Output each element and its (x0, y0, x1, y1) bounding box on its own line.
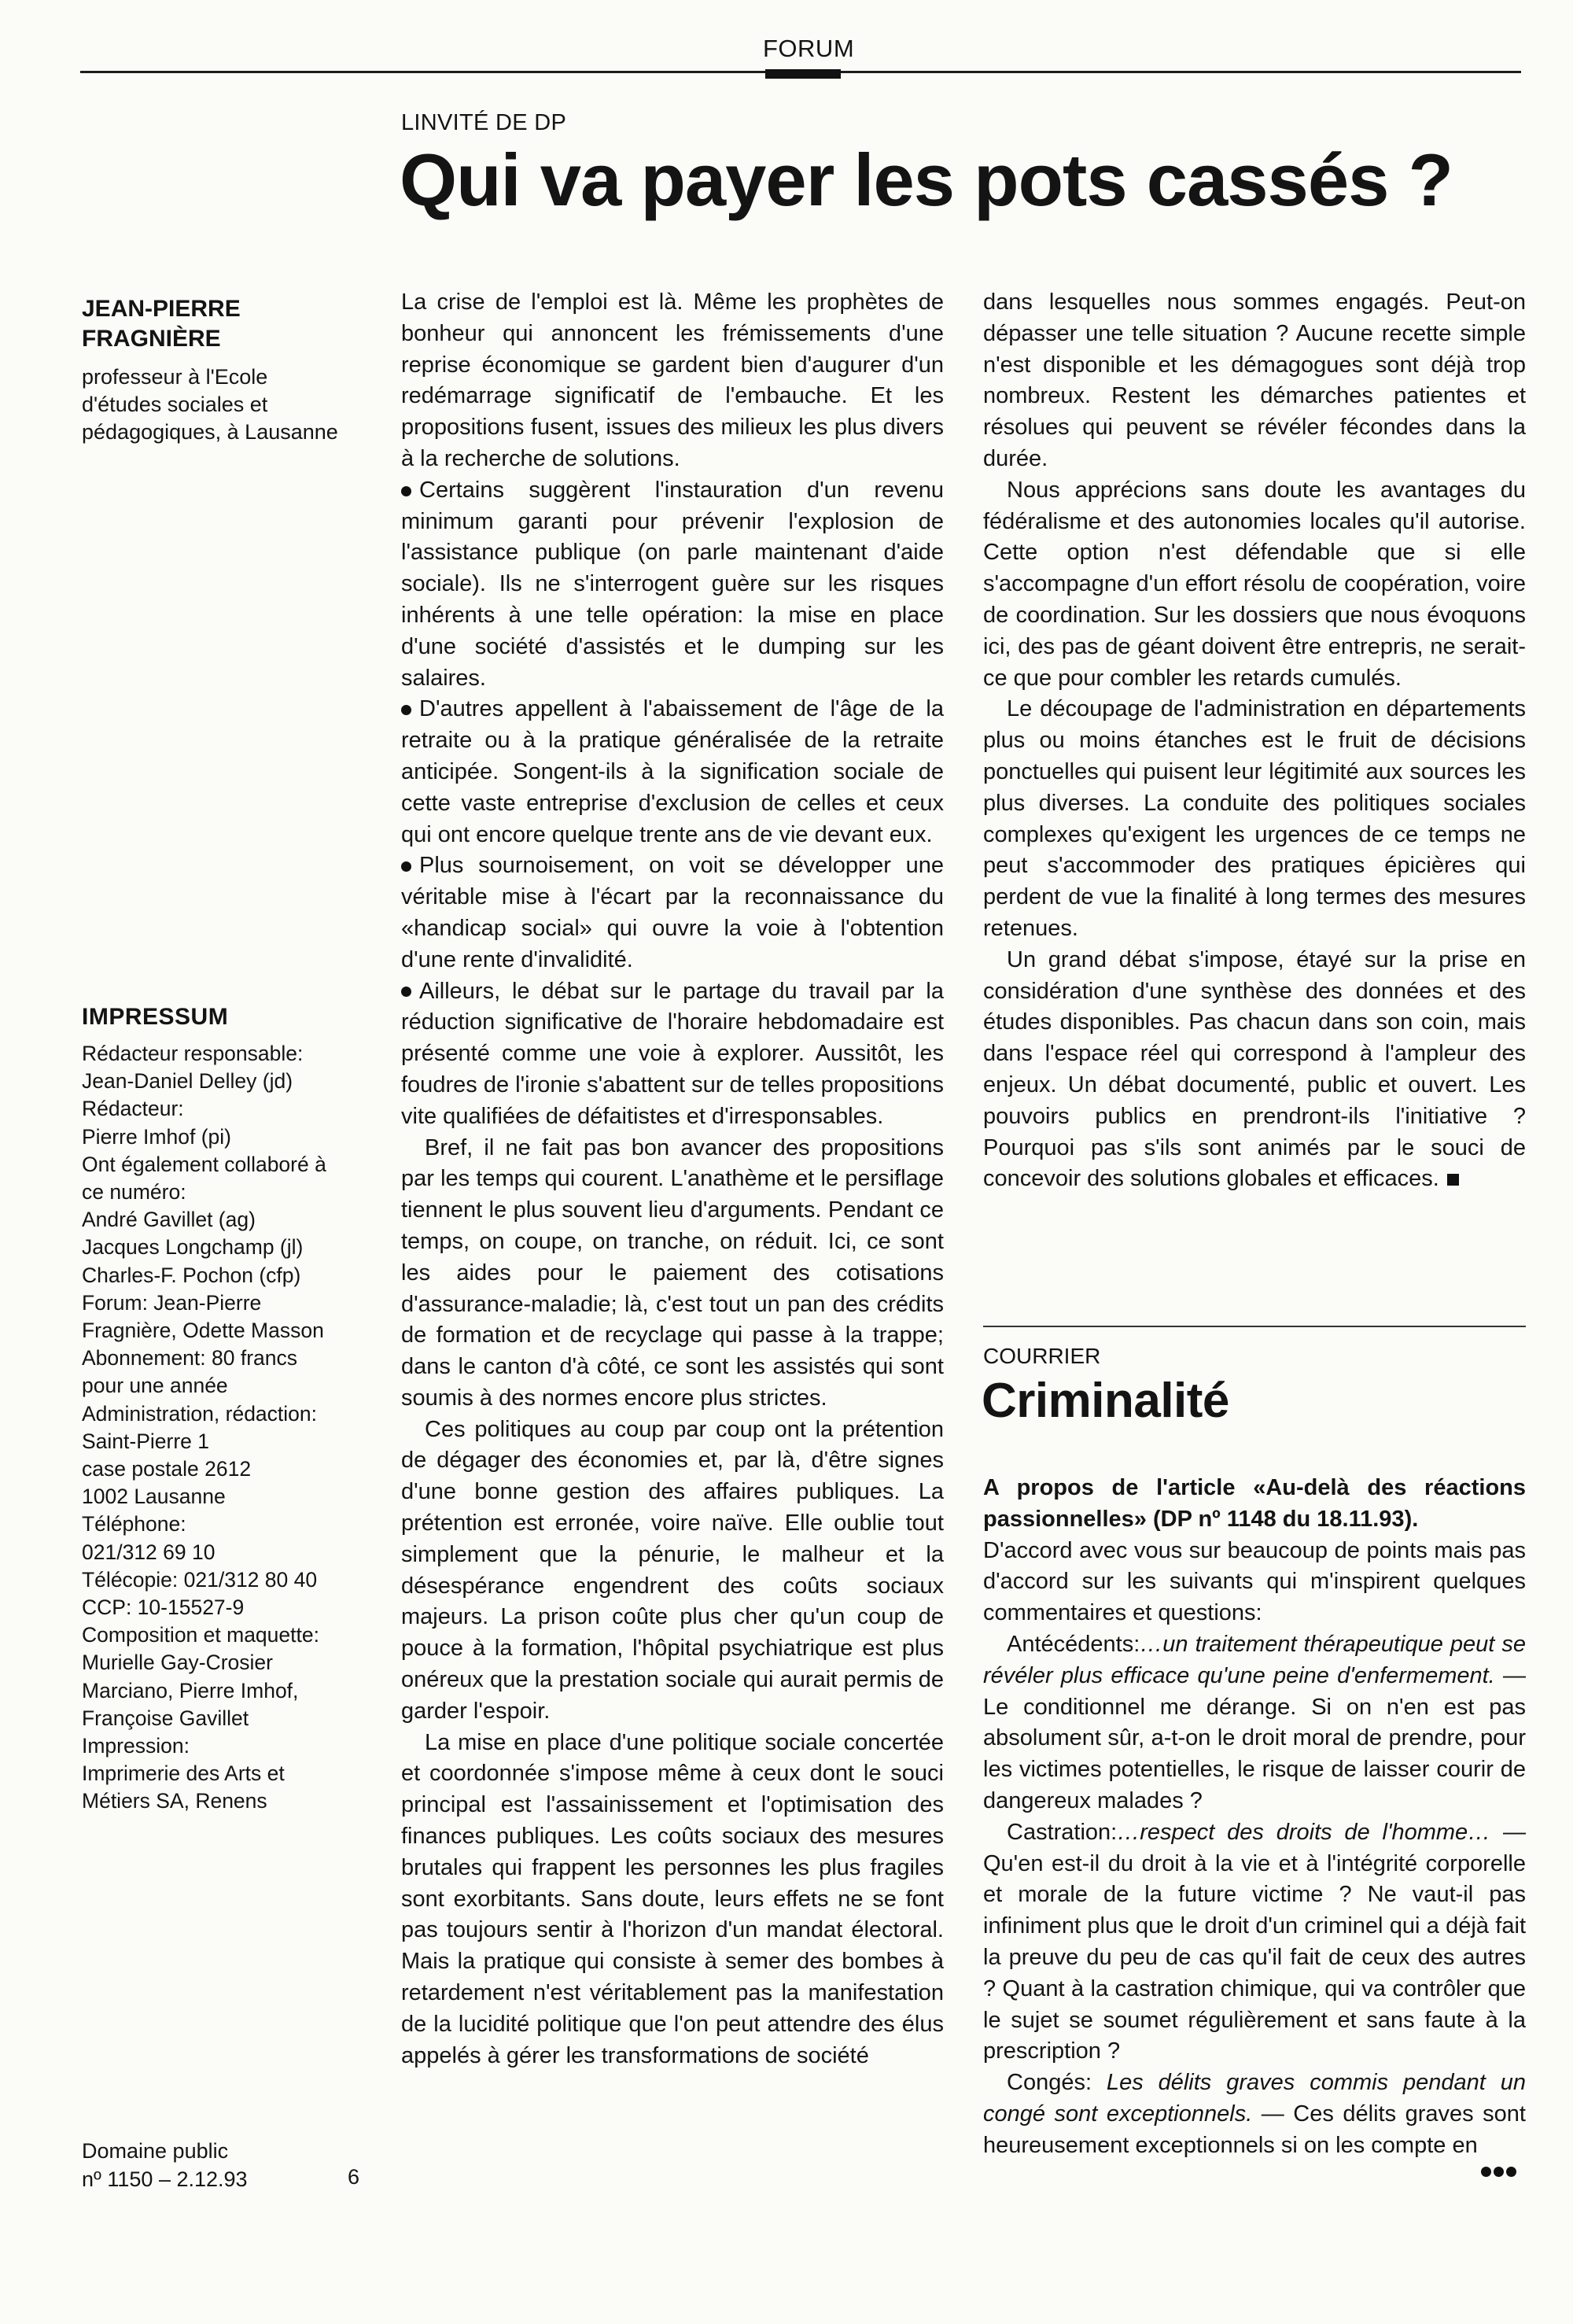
bullet-icon (401, 705, 411, 715)
paragraph-text: Le découpage de l'administration en départements plus ou moins étanches est le fruit de décisions ponctuelles qui puisent leur légitimité aux sources les plus diverses. La conduite des politiques sociales complexes qu'exigent les urgences de ce temps ne peut s'accommoder des pratiques épicières qui perdent de vue la finalité à long termes des mesures retenues. (983, 696, 1526, 941)
item-text: — Le conditionnel me dérange. Si on n'en est pas absolument sûr, a-t-on le droit moral de prendre, pour les victimes potentielles, le risque de laisser courir de dangereux malades ? (983, 1662, 1526, 1813)
impressum-line: case postale 2612 (82, 1457, 252, 1481)
impressum-line: Administration, rédaction: (82, 1401, 318, 1426)
article-paragraph (983, 287, 1526, 475)
paragraph-text: Plus sournoisement, on voit se développer une véritable mise à l'écart par la reconnaissance du «handicap social» qui ouvre la voie à l'obtention d'une rente d'invalidité. (401, 853, 944, 972)
item-text: — Qu'en est-il du droit à la vie et à l'intégrité corporelle et morale de la future victime ? Ne vaut-il pas infiniment plus que le droit d'un criminel qui a déjà fait la preuve du peu de cas qu'il fait de ceux des autres ? Quant à la castration chimique, qui va contrôler que le sujet se soumet régulièrement et sans faute à la prescription ? (983, 1819, 1526, 2064)
item-label: Castration: (1007, 1819, 1118, 1845)
article-column-1 (401, 287, 944, 2071)
paragraph-text: D'autres appellent à l'abaissement de l'âge de la retraite ou à la pratique généralisée de la retraite anticipée. Songent-ils à la signification sociale de cette vaste entreprise d'exclusion de celles et ceux qui ont encore quelque trente ans de vie devant eux. (401, 696, 944, 847)
paragraph-text: La crise de l'emploi est là. Même les prophètes de bonheur qui annoncent les frémissements d'une reprise économique se gardent bien d'augurer d'un redémarrage significatif de l'embauche. Et les propositions fusent, issues des milieux les plus divers à la recherche de solutions. (401, 290, 944, 471)
courrier-intro: D'accord avec vous sur beaucoup de points mais pas d'accord sur les suivants qui m'inspirent quelques commentaires et questions: (983, 1537, 1526, 1626)
continued-marker (1471, 2167, 1516, 2181)
author-name-line: FRAGNIÈRE (82, 326, 221, 352)
paragraph-text: dans lesquelles nous sommes engagés. Peut-on dépasser une telle situation ? Aucune recette simple n'est disponible et les démagogues sont déjà trop nombreux. Restent les démarches patientes et résolues qui peuvent se révéler fécondes dans la durée. (983, 290, 1526, 471)
item-quote: …un traitement thérapeutique peut se révéler plus efficace qu'une peine d'enfermement. (983, 1631, 1526, 1688)
page-number: 6 (348, 2165, 360, 2189)
paragraph-text: La mise en place d'une politique sociale concertée et coordonnée s'impose même à ceux dont le souci principal est l'assainissement et l'optimisation des finances publiques. Les coûts sociaux des mesures brutales qui frappent les personnes les plus fragiles sont exorbitants. Sans doute, leurs effets ne se font pas toujours sentir à l'horizon d'un mandat électoral. Mais la pratique qui consiste à semer des bombes à retardement n'est véritablement pas la manifestation de la lucidité politique que l'on peut attendre des élus appelés à gérer les transformations de société (401, 1729, 944, 2068)
footer-publication (82, 2137, 248, 2193)
article-paragraph (983, 945, 1526, 1195)
item-quote: Les délits graves commis pendant un congé sont exceptionnels. (983, 2070, 1526, 2127)
end-mark-icon (1447, 1174, 1459, 1186)
bullet-icon (401, 987, 411, 997)
article-kicker: LINVITÉ DE DP (401, 110, 567, 135)
impressum-line: Imprimerie des Arts et (82, 1761, 285, 1786)
item-quote: …respect des droits de l'homme… (1117, 1819, 1491, 1845)
impressum-line: CCP: 10-15527-9 (82, 1595, 245, 1620)
impressum-line: Charles-F. Pochon (cfp) (82, 1263, 301, 1287)
courrier-rule (983, 1326, 1526, 1327)
courrier-body (983, 1473, 1526, 2162)
article-paragraph (401, 1728, 944, 2072)
article-paragraph (401, 1415, 944, 1728)
item-text: — Ces délits graves sont heureusement exceptionnels si on les compte en (983, 2101, 1526, 2158)
paragraph-text: Un grand débat s'impose, étayé sur la prise en considération d'une synthèse des données et des études disponibles. Pas chacun dans son coin, mais dans l'espace réel qui correspond à l'ampleur des enjeux. Un débat documenté, public et ouvert. Les pouvoirs publics en prendront-ils l'initiative ? Pourquoi pas s'ils sont animés par le souci de concevoir des solutions globales et efficaces. (983, 946, 1526, 1192)
article-column-2 (983, 287, 1526, 1195)
paragraph-text: Certains suggèrent l'instauration d'un revenu minimum garanti pour prévenir l'explosion de l'assistance publique (on parle maintenant d'aide sociale). Ils ne s'interrogent guère sur les risques inhérents à une telle opération: la mise en place d'une société d'assistés et le dumping sur les salaires. (401, 477, 944, 691)
impressum-line: Métiers SA, Renens (82, 1789, 267, 1813)
impressum-list (82, 1040, 381, 1816)
impressum-line: Abonnement: 80 francs (82, 1346, 298, 1370)
impressum-line: Pierre Imhof (pi) (82, 1124, 231, 1149)
section-label: FORUM (763, 35, 855, 62)
courrier-item (983, 1629, 1526, 1817)
paragraph-text: Nous apprécions sans doute les avantages du fédéralisme et des autonomies locales qu'il autorise. Cette option n'est défendable que si elle s'accompagne d'un effort résolu de coopération, voire de coordination. Sur les dossiers que nous évoquons ici, des pas de géant doivent être entrepris, ne serait-ce que pour combler les retards cumulés. (983, 477, 1526, 691)
author-name-line: JEAN-PIERRE (82, 296, 241, 322)
impressum-line: Télécopie: 021/312 80 40 (82, 1567, 318, 1592)
article-paragraph (401, 976, 944, 1133)
impressum-line: ce numéro: (82, 1180, 186, 1204)
impressum-line: 1002 Lausanne (82, 1485, 226, 1509)
impressum-line: André Gavillet (ag) (82, 1208, 256, 1232)
impressum-line: Impression: (82, 1734, 190, 1758)
courrier-item (983, 2068, 1526, 2161)
author-name (82, 294, 349, 354)
article-paragraph (401, 475, 944, 695)
courrier-title: Criminalité (982, 1374, 1229, 1428)
impressum-line: Jacques Longchamp (jl) (82, 1235, 304, 1260)
issue-number: nº 1150 – 2.12.93 (82, 2167, 248, 2191)
impressum-line: Forum: Jean-Pierre (82, 1290, 262, 1315)
article-paragraph (983, 475, 1526, 695)
publication-name: Domaine public (82, 2139, 229, 2163)
impressum-line: Françoise Gavillet (82, 1706, 249, 1730)
article-title: Qui va payer les pots cassés ? (400, 138, 1453, 221)
item-label: Congés: (1007, 2070, 1092, 2096)
impressum-line: Murielle Gay-Crosier (82, 1651, 273, 1675)
impressum-line: Jean-Daniel Delley (jd) (82, 1069, 293, 1094)
paragraph-text: Ailleurs, le débat sur le partage du travail par la réduction significative de l'horaire hebdomadaire est présenté comme une voie à explorer. Aussitôt, les foudres de l'ironie s'abattent sur de telles propositions vite qualifiées de défaitistes et d'irresponsables. (401, 978, 944, 1129)
impressum-line: pour une année (82, 1374, 228, 1398)
impressum-line: Saint-Pierre 1 (82, 1429, 210, 1453)
courrier-item (983, 1817, 1526, 2068)
impressum-line: Téléphone: (82, 1512, 186, 1536)
impressum-line: 021/312 69 10 (82, 1540, 216, 1564)
article-paragraph (401, 850, 944, 976)
article-paragraph (401, 694, 944, 850)
impressum-line: Fragnière, Odette Masson (82, 1319, 324, 1343)
courrier-kicker: COURRIER (983, 1344, 1101, 1368)
bullet-icon (401, 861, 411, 872)
bullet-icon (401, 486, 411, 496)
courrier-items (983, 1629, 1526, 2162)
author-role-line: professeur à l'Ecole (82, 365, 268, 389)
author-role (82, 363, 381, 446)
paragraph-text: Ces politiques au coup par coup ont la prétention de dégager des économies et, par là, d'être signes d'une bonne gestion des affaires publiques. La prétention est erronée, voire naïve. Elle oublie tout simplement que la pénurie, le malheur et la désespérance engendrent des coûts sociaux majeurs. La prison coûte plus cher qu'un coup de pouce à la formation, l'hôpital psychiatrique est plus onéreux que la prestation sociale qui aurait permis de garder l'espoir. (401, 1416, 944, 1724)
impressum-line: Rédacteur: (82, 1097, 184, 1121)
impressum-line: Composition et maquette: (82, 1623, 319, 1647)
article-paragraph (401, 287, 944, 475)
impressum-line: Rédacteur responsable: (82, 1042, 304, 1065)
item-label: Antécédents: (1007, 1631, 1140, 1657)
paragraph-text: Bref, il ne fait pas bon avancer des propositions par les temps qui courent. L'anathème et le persiflage tiennent le plus souvent lieu d'arguments. Pendant ce temps, on coupe, on tranche, on réduit. Ici, ce sont les aides pour le paiement des cotisations d'assurance-maladie; là, c'est tout un pan des crédits de formation et de recyclage qui passe à la trappe; dans le canton d'à côté, ce sont les assistés qui sont soumis à des normes encore plus strictes. (401, 1134, 944, 1411)
courrier-lead: A propos de l'article «Au-delà des réactions passionnelles» (DP nº 1148 du 18.11.93). (983, 1475, 1526, 1532)
top-rule-tab (765, 69, 841, 79)
impressum-line: Ont également collaboré à (82, 1152, 326, 1176)
article-paragraph (401, 1133, 944, 1415)
author-role-line: d'études sociales et (82, 393, 268, 416)
impressum-title: IMPRESSUM (82, 1004, 229, 1030)
impressum-line: Marciano, Pierre Imhof, (82, 1678, 299, 1702)
author-role-line: pédagogiques, à Lausanne (82, 420, 338, 444)
article-paragraph (983, 694, 1526, 944)
